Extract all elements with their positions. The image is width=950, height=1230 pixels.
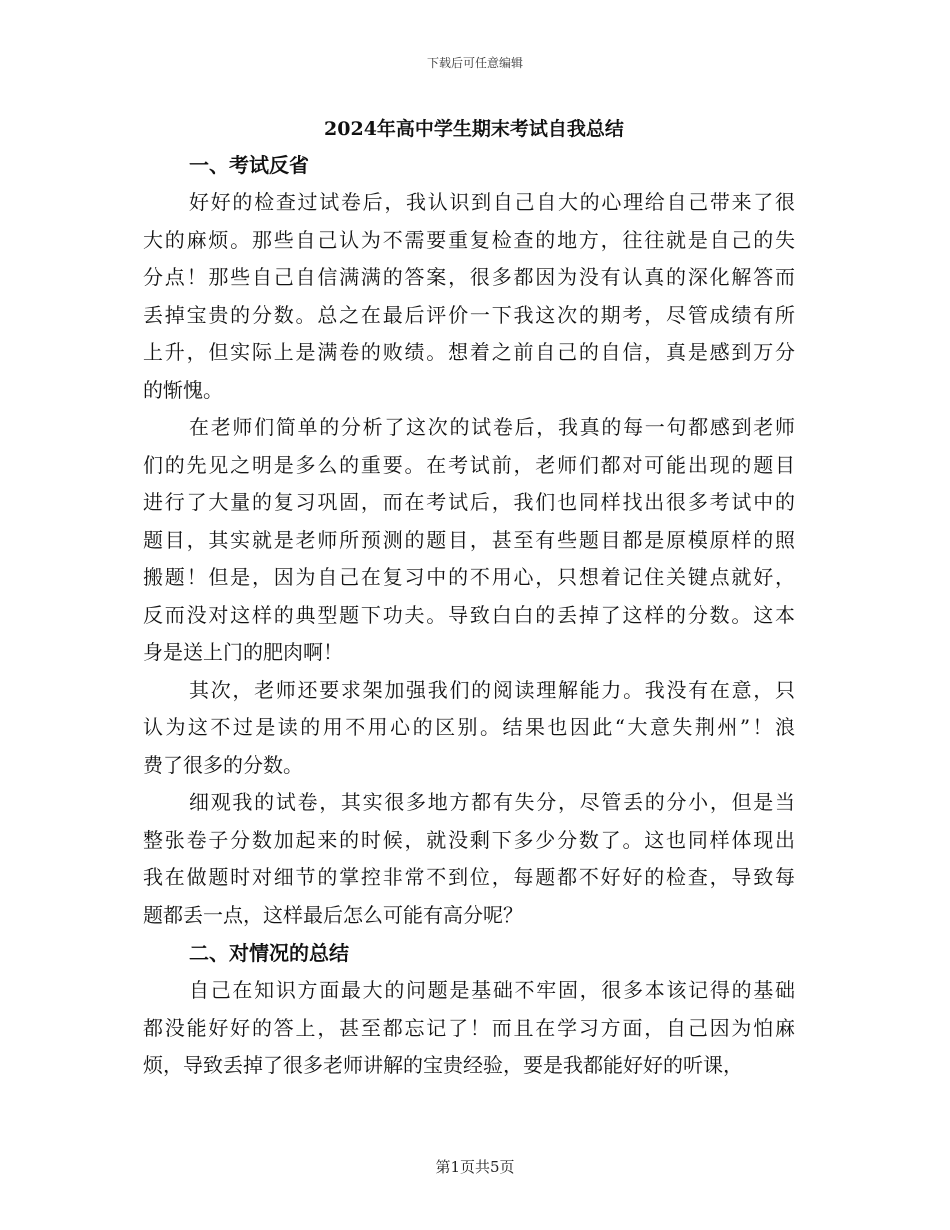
paragraph-line: 其次，老师还要求架加强我们的阅读理解能力。我没有在意，只: [189, 677, 795, 702]
page-number: 第1页共5页: [435, 1158, 515, 1176]
paragraph-line: 身是送上门的肥肉啊！: [143, 640, 343, 664]
paragraph-line: 反而没对这样的典型题下功夫。导致白白的丢掉了这样的分数。这本: [143, 602, 795, 627]
paragraph-line: 细观我的试卷，其实很多地方都有失分，尽管丢的分小，但是当: [189, 790, 795, 814]
document-body: [143, 112, 795, 1085]
paragraph: [143, 409, 795, 672]
paragraph-line: 整张卷子分数加起来的时候，就没剩下多少分数了。这也同样体现出: [143, 827, 795, 852]
paragraph-line: 题目，其实就是老师所预测的题目，甚至有些题目都是原模原样的照: [143, 527, 795, 552]
page-header-note: 下载后可任意编辑: [426, 56, 523, 70]
paragraph: [143, 184, 795, 409]
section-heading: 二、对情况的总结: [189, 941, 349, 965]
paragraph: [143, 672, 795, 785]
paragraph-line: 上升，但实际上是满卷的败绩。想着之前自己的自信，真是感到万分: [143, 340, 795, 364]
paragraph-line: 题都丢一点，这样最后怎么可能有高分呢？: [143, 902, 523, 927]
paragraph-line: 好好的检查过试卷后，我认识到自己自大的心理给自己带来了很: [189, 190, 795, 214]
paragraph-line: 搬题！但是，因为自己在复习中的不用心，只想着记住关键点就好，: [143, 565, 795, 589]
paragraph-line: 在老师们简单的分析了这次的试卷后，我真的每一句都感到老师: [189, 415, 795, 439]
paragraph-line: 丢掉宝贵的分数。总之在最后评价一下我这次的期考，尽管成绩有所: [143, 302, 795, 327]
document-sections: [143, 146, 795, 1085]
paragraph-line: 烦，导致丢掉了很多老师讲解的宝贵经验，要是我都能好好的听课，: [143, 1053, 743, 1077]
paragraph-line: 进行了大量的复习巩固，而在考试后，我们也同样找出很多考试中的: [143, 490, 795, 514]
paragraph-line: 的惭愧。: [143, 377, 223, 402]
paragraph-line: 自己在知识方面最大的问题是基础不牢固，很多本该记得的基础: [189, 978, 795, 1002]
paragraph: [143, 972, 795, 1085]
paragraph-line: 我在做题时对细节的掌控非常不到位，每题都不好好的检查，导致每: [143, 865, 795, 889]
paragraph-line: 分点！那些自己自信满满的答案，很多都因为没有认真的深化解答而: [143, 265, 795, 289]
paragraph-line: 认为这不过是读的用不用心的区别。结果也因此“大意失荆州”！浪: [143, 715, 795, 739]
paragraph-line: 费了很多的分数。: [143, 752, 303, 777]
paragraph-line: 们的先见之明是多么的重要。在考试前，老师们都对可能出现的题目: [143, 452, 795, 477]
paragraph-line: 都没能好好的答上，甚至都忘记了！而且在学习方面，自己因为怕麻: [143, 1015, 795, 1040]
paragraph-line: 大的麻烦。那些自己认为不需要重复检查的地方，往往就是自己的失: [143, 227, 795, 252]
section-heading: 一、考试反省: [189, 153, 309, 177]
paragraph: [143, 784, 795, 934]
document-title: 2024年高中学生期末考试自我总结: [324, 118, 624, 140]
